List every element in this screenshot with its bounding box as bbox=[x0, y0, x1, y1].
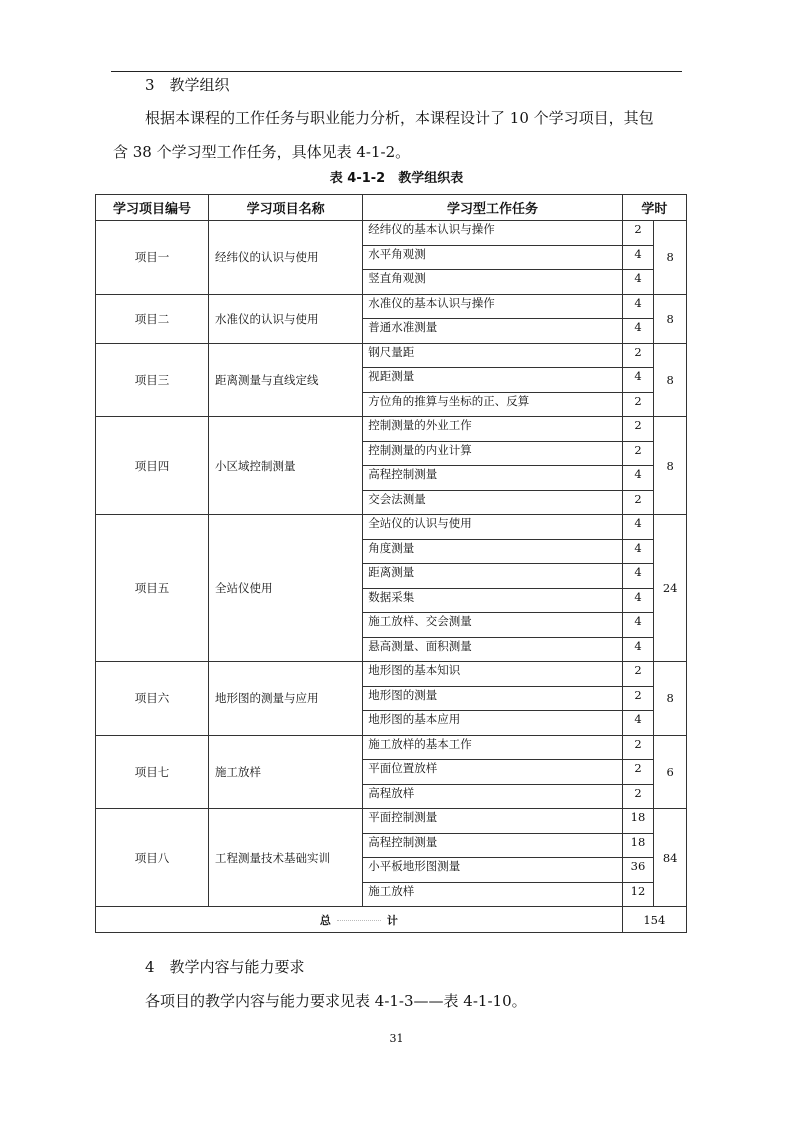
task-name: 控制测量的外业工作 bbox=[363, 417, 622, 442]
task-hours: 4 bbox=[622, 564, 654, 589]
task-name: 地形图的测量 bbox=[363, 686, 622, 711]
task-name: 施工放样、交会测量 bbox=[363, 613, 622, 638]
table-header-row bbox=[96, 195, 687, 221]
project-name: 地形图的测量与应用 bbox=[209, 662, 363, 736]
table-row bbox=[96, 662, 687, 687]
task-name: 钢尺量距 bbox=[363, 343, 622, 368]
project-id: 项目七 bbox=[96, 735, 209, 809]
project-total-hours: 8 bbox=[654, 221, 687, 295]
task-hours: 2 bbox=[622, 343, 654, 368]
task-name: 经纬仪的基本认识与操作 bbox=[363, 221, 622, 246]
task-hours: 4 bbox=[622, 270, 654, 295]
total-label bbox=[96, 907, 623, 933]
task-name: 控制测量的内业计算 bbox=[363, 441, 622, 466]
task-name: 普通水准测量 bbox=[363, 319, 622, 344]
table-row bbox=[96, 735, 687, 760]
project-name: 全站仪使用 bbox=[209, 515, 363, 662]
project-name: 经纬仪的认识与使用 bbox=[209, 221, 363, 295]
task-hours: 4 bbox=[622, 294, 654, 319]
header-hours: 学时 bbox=[622, 195, 686, 221]
task-name: 数据采集 bbox=[363, 588, 622, 613]
project-name: 水准仪的认识与使用 bbox=[209, 294, 363, 343]
project-id: 项目四 bbox=[96, 417, 209, 515]
task-hours: 2 bbox=[622, 686, 654, 711]
table-total-row bbox=[96, 907, 687, 933]
project-total-hours: 8 bbox=[654, 662, 687, 736]
task-hours: 4 bbox=[622, 368, 654, 393]
task-name: 全站仪的认识与使用 bbox=[363, 515, 622, 540]
task-name: 方位角的推算与坐标的正、反算 bbox=[363, 392, 622, 417]
table-row bbox=[96, 809, 687, 834]
task-name: 小平板地形图测量 bbox=[363, 858, 622, 883]
task-hours: 4 bbox=[622, 613, 654, 638]
total-label-b: 计 bbox=[386, 913, 398, 927]
task-hours: 4 bbox=[622, 319, 654, 344]
section-heading-4: 4 教学内容与能力要求 bbox=[145, 958, 305, 976]
task-hours: 2 bbox=[622, 784, 654, 809]
project-id: 项目六 bbox=[96, 662, 209, 736]
teaching-organization-table bbox=[95, 194, 687, 933]
project-id: 项目一 bbox=[96, 221, 209, 295]
task-name: 施工放样的基本工作 bbox=[363, 735, 622, 760]
task-hours: 4 bbox=[622, 515, 654, 540]
project-name: 距离测量与直线定线 bbox=[209, 343, 363, 417]
header-task: 学习型工作任务 bbox=[363, 195, 622, 221]
table-body bbox=[96, 221, 687, 907]
task-hours: 4 bbox=[622, 588, 654, 613]
task-hours: 2 bbox=[622, 490, 654, 515]
task-name: 悬高测量、面积测量 bbox=[363, 637, 622, 662]
task-hours: 12 bbox=[622, 882, 654, 907]
section-paragraph-line1: 根据本课程的工作任务与职业能力分析，本课程设计了 10 个学习项目，其包 bbox=[145, 109, 654, 127]
project-id: 项目五 bbox=[96, 515, 209, 662]
task-name: 地形图的基本知识 bbox=[363, 662, 622, 687]
task-hours: 2 bbox=[622, 417, 654, 442]
table-row bbox=[96, 343, 687, 368]
task-name: 水平角观测 bbox=[363, 245, 622, 270]
task-hours: 4 bbox=[622, 539, 654, 564]
task-name: 地形图的基本应用 bbox=[363, 711, 622, 736]
task-name: 视距测量 bbox=[363, 368, 622, 393]
project-name: 小区域控制测量 bbox=[209, 417, 363, 515]
task-name: 平面控制测量 bbox=[363, 809, 622, 834]
project-total-hours: 8 bbox=[654, 294, 687, 343]
task-name: 竖直角观测 bbox=[363, 270, 622, 295]
project-total-hours: 6 bbox=[654, 735, 687, 809]
page-number: 31 bbox=[389, 1032, 404, 1045]
table-row bbox=[96, 417, 687, 442]
task-hours: 36 bbox=[622, 858, 654, 883]
task-hours: 2 bbox=[622, 221, 654, 246]
task-name: 高程控制测量 bbox=[363, 833, 622, 858]
total-label-a: 总 bbox=[319, 913, 331, 927]
task-hours: 4 bbox=[622, 466, 654, 491]
section-paragraph-line2: 含 38 个学习型工作任务，具体见表 4-1-2。 bbox=[113, 143, 411, 161]
task-name: 角度测量 bbox=[363, 539, 622, 564]
header-rule bbox=[111, 71, 682, 72]
project-total-hours: 24 bbox=[654, 515, 687, 662]
table-row bbox=[96, 515, 687, 540]
task-hours: 2 bbox=[622, 735, 654, 760]
task-hours: 2 bbox=[622, 392, 654, 417]
task-hours: 2 bbox=[622, 760, 654, 785]
task-name: 平面位置放样 bbox=[363, 760, 622, 785]
project-total-hours: 84 bbox=[654, 809, 687, 907]
task-hours: 18 bbox=[622, 809, 654, 834]
task-name: 施工放样 bbox=[363, 882, 622, 907]
project-name: 施工放样 bbox=[209, 735, 363, 809]
task-name: 高程放样 bbox=[363, 784, 622, 809]
task-hours: 2 bbox=[622, 662, 654, 687]
task-name: 高程控制测量 bbox=[363, 466, 622, 491]
task-hours: 4 bbox=[622, 637, 654, 662]
task-name: 交会法测量 bbox=[363, 490, 622, 515]
task-hours: 4 bbox=[622, 711, 654, 736]
table-row bbox=[96, 221, 687, 246]
section4-paragraph: 各项目的教学内容与能力要求见表 4-1-3——表 4-1-10。 bbox=[145, 992, 527, 1010]
task-hours: 2 bbox=[622, 441, 654, 466]
total-value: 154 bbox=[622, 907, 686, 933]
task-name: 水准仪的基本认识与操作 bbox=[363, 294, 622, 319]
header-project-name: 学习项目名称 bbox=[209, 195, 363, 221]
project-id: 项目八 bbox=[96, 809, 209, 907]
header-project-id: 学习项目编号 bbox=[96, 195, 209, 221]
section-heading-3: 3 教学组织 bbox=[145, 76, 230, 94]
task-name: 距离测量 bbox=[363, 564, 622, 589]
task-hours: 18 bbox=[622, 833, 654, 858]
total-label-gap bbox=[337, 920, 381, 921]
table-caption: 表 4-1-2 教学组织表 bbox=[329, 171, 464, 186]
project-total-hours: 8 bbox=[654, 343, 687, 417]
table-row bbox=[96, 294, 687, 319]
project-total-hours: 8 bbox=[654, 417, 687, 515]
project-name: 工程测量技术基础实训 bbox=[209, 809, 363, 907]
project-id: 项目三 bbox=[96, 343, 209, 417]
project-id: 项目二 bbox=[96, 294, 209, 343]
task-hours: 4 bbox=[622, 245, 654, 270]
